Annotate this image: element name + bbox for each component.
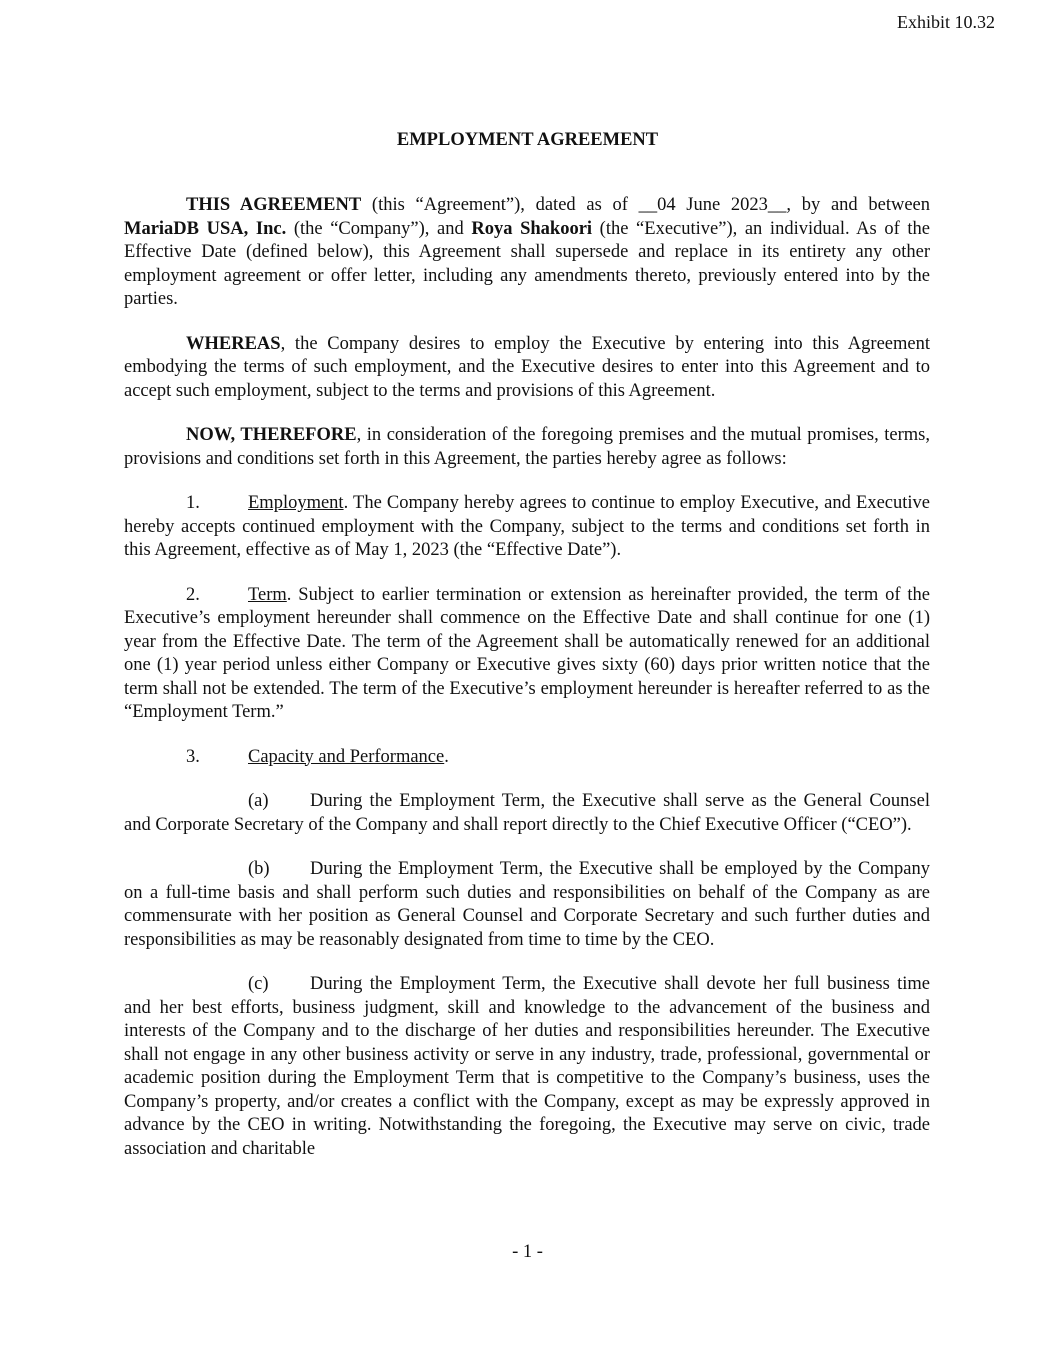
- exhibit-label: Exhibit 10.32: [897, 12, 995, 32]
- section-1-heading: Employment: [248, 493, 344, 513]
- section-3-number: 3.: [186, 746, 200, 767]
- executive-name: Roya Shakoori: [471, 218, 593, 239]
- section-3a-number: (a): [248, 791, 269, 811]
- section-3a-paragraph: [124, 790, 930, 837]
- preamble-text-1: (this “Agreement”), dated as of __04 June 2023__, by and between: [361, 195, 930, 215]
- section-3b-paragraph: [124, 858, 930, 952]
- section-3-paragraph: [124, 746, 930, 770]
- section-1-text: . The Company hereby agrees to continue to employ Executive, and Executive hereby accepts continued employment with the Company, subject to the terms and conditions set forth in this Agreement, effective as of May 1, 2023 (the “Effective Date”).: [124, 493, 930, 560]
- company-name: MariaDB USA, Inc.: [124, 218, 287, 239]
- now-therefore-lead: NOW, THEREFORE: [186, 425, 357, 445]
- section-3c-text: During the Employment Term, the Executive shall devote her full business time and her best efforts, business judgment, skill and knowledge to the advancement of the business and interests of the Company and to the discharge of her duties and responsibilities hereunder. The Executive shall not engage in any other business activity or serve in any industry, trade, professional, governmental or academic position during the Employment Term that is competitive to the Company’s business, uses the Company’s property, and/or creates a conflict with the Company, except as may be expressly approved in advance by the CEO in writing. Notwithstanding the foregoing, the Executive may serve on civic, trade association and charitable: [124, 974, 930, 1159]
- section-3b-number: (b): [248, 859, 270, 879]
- section-1-number: 1.: [186, 493, 200, 513]
- preamble-text-3: (the “Executive”), an individual. As of the Effective Date (defined below), this Agreement shall supersede and replace in its entirety any other employment agreement or offer letter, including any amendments thereto, previously entered into by the parties.: [124, 218, 930, 309]
- section-3a-text: During the Employment Term, the Executive shall serve as the General Counsel and Corporate Secretary of the Company and shall report directly to the Chief Executive Officer (“CEO”).: [124, 791, 930, 835]
- whereas-text: , the Company desires to employ the Executive by entering into this Agreement embodying the terms of such employment, and the Executive desires to enter into this Agreement and to accept such employment, subject to the terms and provisions of this Agreement.: [124, 333, 930, 401]
- whereas-paragraph: [124, 333, 930, 404]
- document-title: EMPLOYMENT AGREEMENT: [396, 130, 659, 150]
- section-3c-paragraph: [124, 973, 930, 1161]
- now-therefore-paragraph: [124, 424, 930, 471]
- section-3-heading: Capacity and Performance: [248, 746, 445, 767]
- section-3b-text: During the Employment Term, the Executive shall be employed by the Company on a full-time basis and shall perform such duties and responsibilities on behalf of the Company as are commensurate with her position as General Counsel and Corporate Secretary and such further duties and responsibilities as may be reasonably designated from time to time by the CEO.: [124, 859, 930, 950]
- page-number: - 1 -: [512, 1242, 543, 1262]
- preamble-paragraph: [124, 194, 930, 312]
- preamble-text-2: (the “Company”), and: [286, 218, 472, 239]
- section-3c-number: (c): [248, 974, 269, 994]
- section-3-text: .: [444, 746, 449, 767]
- document-body: [124, 194, 930, 1161]
- section-2-number: 2.: [186, 584, 200, 605]
- preamble-lead: THIS AGREEMENT: [186, 195, 362, 215]
- section-1-paragraph: [124, 492, 930, 563]
- section-2-heading: Term: [248, 584, 287, 605]
- section-2-paragraph: [124, 584, 930, 725]
- whereas-lead: WHEREAS: [186, 333, 281, 354]
- now-therefore-text: , in consideration of the foregoing premises and the mutual promises, terms, provisions and conditions set forth in this Agreement, the parties hereby agree as follows:: [124, 425, 930, 469]
- section-2-text: . Subject to earlier termination or extension as hereinafter provided, the term of the Executive’s employment hereunder shall commence on the Effective Date and shall continue for one (1) year from the Effective Date. The term of the Agreement shall be automatically renewed for an additional one (1) year period unless either Company or Executive gives sixty (60) days prior written notice that the term shall not be extended. The term of the Executive’s employment hereunder is hereafter referred to as the “Employment Term.”: [124, 584, 930, 722]
